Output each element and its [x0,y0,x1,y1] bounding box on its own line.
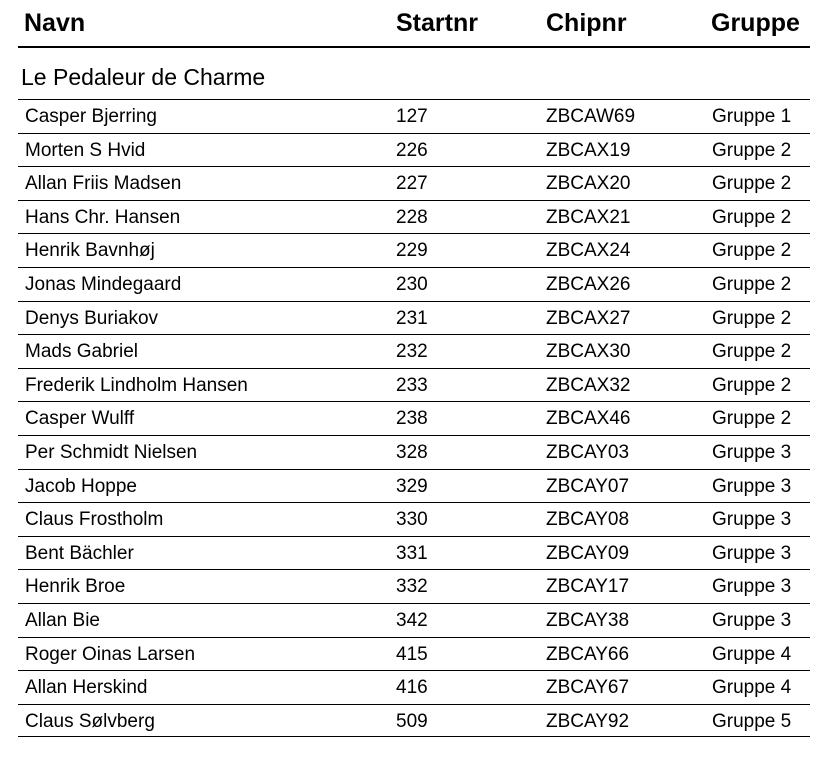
cell-startnr: 238 [396,408,428,430]
cell-name: Claus Sølvberg [25,710,155,732]
cell-startnr: 329 [396,475,428,497]
table-row [18,99,810,133]
cell-chipnr: ZBCAY09 [546,542,630,564]
cell-chipnr: ZBCAY03 [546,441,630,463]
cell-name: Hans Chr. Hansen [25,206,181,228]
cell-startnr: 232 [396,341,428,363]
cell-group: Gruppe 2 [712,341,792,363]
cell-group: Gruppe 2 [712,173,792,195]
cell-chipnr: ZBCAX21 [546,206,631,228]
cell-chipnr: ZBCAX20 [546,173,631,195]
table-row [18,133,810,167]
cell-name: Jonas Mindegaard [25,273,182,295]
cell-name: Claus Frostholm [25,509,164,531]
table-row [18,637,810,671]
cell-chipnr: ZBCAX19 [546,139,631,161]
cell-name: Bent Bächler [25,542,134,564]
cell-group: Gruppe 3 [712,509,792,531]
cell-name: Jacob Hoppe [25,475,137,497]
table-row [18,569,810,603]
cell-name: Allan Friis Madsen [25,173,182,195]
cell-name: Roger Oinas Larsen [25,643,196,665]
table-row [18,502,810,536]
cell-startnr: 332 [396,576,428,598]
cell-group: Gruppe 2 [712,374,792,396]
header-chipnr: Chipnr [546,9,627,37]
header-name: Navn [24,9,86,37]
cell-group: Gruppe 2 [712,273,792,295]
table-row [18,368,810,402]
cell-startnr: 331 [396,542,428,564]
table-header [18,0,810,48]
cell-group: Gruppe 2 [712,206,792,228]
cell-name: Henrik Broe [25,576,126,598]
header-startnr: Startnr [396,9,478,37]
cell-startnr: 229 [396,240,428,262]
cell-group: Gruppe 2 [712,408,792,430]
cell-group: Gruppe 2 [712,240,792,262]
cell-startnr: 227 [396,173,428,195]
cell-startnr: 328 [396,441,428,463]
cell-chipnr: ZBCAW69 [546,106,636,127]
cell-group: Gruppe 2 [712,139,792,161]
cell-startnr: 127 [396,106,428,127]
cell-chipnr: ZBCAX30 [546,341,631,363]
cell-group: Gruppe 3 [712,441,792,463]
cell-group: Gruppe 2 [712,307,792,329]
table-row [18,233,810,267]
cell-chipnr: ZBCAY07 [546,475,630,497]
table-row [18,166,810,200]
team-title: Le Pedaleur de Charme [21,64,266,90]
table-row [18,670,810,704]
table-row [18,704,810,738]
cell-name: Casper Wulff [25,408,135,430]
table-row [18,267,810,301]
table-row [18,603,810,637]
cell-group: Gruppe 3 [712,542,792,564]
cell-name: Henrik Bavnhøj [25,240,155,262]
cell-startnr: 416 [396,677,428,699]
cell-chipnr: ZBCAX27 [546,307,631,329]
cell-group: Gruppe 3 [712,609,792,631]
cell-name: Mads Gabriel [25,341,138,363]
cell-group: Gruppe 3 [712,475,792,497]
cell-group: Gruppe 4 [712,643,792,665]
table-row [18,435,810,469]
cell-startnr: 415 [396,643,428,665]
cell-name: Per Schmidt Nielsen [25,441,198,463]
header-group: Gruppe [711,9,800,37]
cell-name: Frederik Lindholm Hansen [25,374,248,396]
table-row [18,334,810,368]
cell-chipnr: ZBCAX26 [546,273,631,295]
cell-startnr: 230 [396,273,428,295]
cell-group: Gruppe 3 [712,576,792,598]
table-row [18,301,810,335]
table-row [18,536,810,570]
cell-startnr: 330 [396,509,428,531]
table-row [18,200,810,234]
cell-startnr: 342 [396,609,428,631]
cell-chipnr: ZBCAX46 [546,408,631,430]
cell-startnr: 233 [396,374,428,396]
cell-startnr: 228 [396,206,428,228]
cell-name: Allan Herskind [25,677,148,699]
cell-name: Morten S Hvid [25,139,146,161]
cell-chipnr: ZBCAY08 [546,509,630,531]
table-row [18,469,810,503]
participant-rows [18,99,810,737]
cell-chipnr: ZBCAX32 [546,374,631,396]
cell-chipnr: ZBCAY17 [546,576,630,598]
cell-group: Gruppe 1 [712,106,792,127]
cell-name: Allan Bie [25,609,100,631]
cell-chipnr: ZBCAY38 [546,609,630,631]
cell-startnr: 226 [396,139,428,161]
cell-chipnr: ZBCAX24 [546,240,631,262]
cell-chipnr: ZBCAY67 [546,677,630,699]
cell-chipnr: ZBCAY92 [546,710,630,732]
cell-group: Gruppe 5 [712,710,792,732]
cell-name: Denys Buriakov [25,307,159,329]
cell-chipnr: ZBCAY66 [546,643,630,665]
cell-group: Gruppe 4 [712,677,792,699]
cell-startnr: 231 [396,307,428,329]
cell-startnr: 509 [396,710,428,732]
cell-name: Casper Bjerring [25,106,157,127]
table-row [18,401,810,435]
